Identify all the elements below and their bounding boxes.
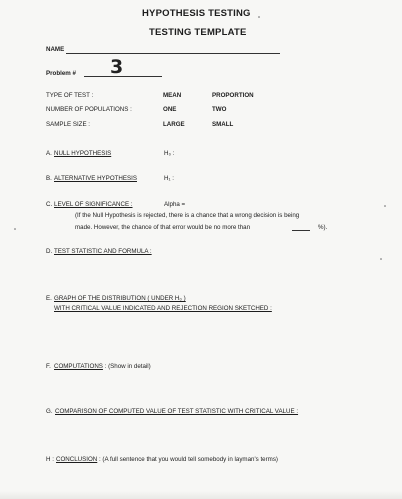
section-c-label: LEVEL OF SIGNIFICANCE : [54,201,133,208]
section-b-label: ALTERNATIVE HYPOTHESIS [54,175,137,182]
number-of-populations-label: NUMBER OF POPULATIONS : [46,106,132,113]
section-c-prefix: C. [46,201,53,208]
problem-label: Problem # [46,70,76,77]
section-d-label: TEST STATISTIC AND FORMULA : [54,248,152,255]
section-f-label: COMPUTATIONS [54,363,103,370]
option-large[interactable]: LARGE [163,121,185,128]
scan-speck [384,205,386,207]
section-c-note-line1: (If the Null Hypothesis is rejected, there is a chance that a wrong decision is being [75,212,300,219]
section-f-prefix: F. [46,363,51,370]
section-e-prefix: E. [46,295,52,302]
section-b-value: H₁ : [164,175,174,182]
scan-bottom-edge [0,491,402,499]
section-f-row [54,363,151,371]
name-field-line[interactable] [66,53,280,54]
scan-speck [380,258,382,260]
section-f-tail: : (Show in detail) [102,363,151,370]
section-h-tail: : (A full sentence that you would tell somebody in layman's terms) [97,456,278,463]
section-c-value: Alpha = [164,201,186,208]
option-proportion[interactable]: PROPORTION [212,92,254,99]
scan-speck [14,228,16,230]
section-a-prefix: A. [46,150,52,157]
option-two[interactable]: TWO [212,106,227,113]
section-h-prefix: H : [46,456,54,463]
sample-size-label: SAMPLE SIZE : [46,121,91,128]
type-of-test-label: TYPE OF TEST : [46,92,94,99]
section-g-prefix: G. [46,408,53,415]
scan-speck [258,16,260,18]
section-c-note-end: %). [318,224,328,231]
option-one[interactable]: ONE [163,106,177,113]
section-e-label-line2: WITH CRITICAL VALUE INDICATED AND REJECTION REGION SKETCHED : [54,305,272,312]
section-h-label: CONCLUSION [56,456,98,463]
section-c-note-line2: made. However, the chance of that error would be no more than [75,224,251,231]
problem-number-handwritten: 3 [110,56,124,78]
section-a-value: H₀ : [164,150,175,157]
section-a-label: NULL HYPOTHESIS [54,150,112,157]
section-d-prefix: D. [46,248,53,255]
page-subtitle: TESTING TEMPLATE [149,27,247,38]
section-b-prefix: B. [46,175,52,182]
section-e-label-line1: GRAPH OF THE DISTRIBUTION ( UNDER H₀ ) [54,295,186,302]
section-g-label: COMPARISON OF COMPUTED VALUE OF TEST STATISTIC WITH CRITICAL VALUE : [55,408,299,415]
name-label: NAME [46,46,65,53]
section-h-row [56,456,278,464]
option-small[interactable]: SMALL [212,121,234,128]
error-chance-blank[interactable] [292,230,310,231]
page-title: HYPOTHESIS TESTING [142,8,251,19]
option-mean[interactable]: MEAN [163,92,182,99]
